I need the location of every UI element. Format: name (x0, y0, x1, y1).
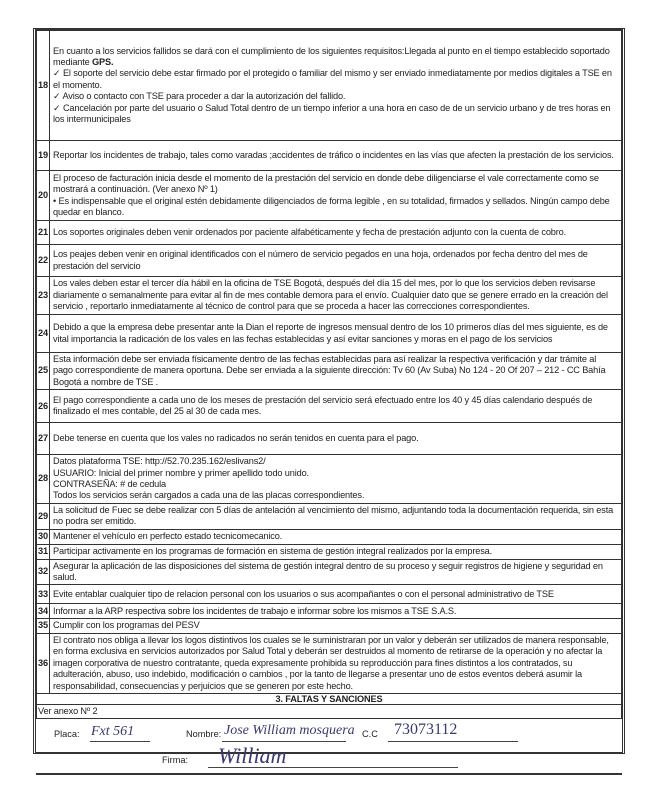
row-line (53, 589, 618, 600)
table-row (37, 390, 622, 423)
table-row (37, 171, 622, 221)
line-text: Evite entablar cualquier tipo de relacion personal con los usuarios o sus acompañantes o con el personal administrativo de TSE (53, 588, 554, 599)
line-text: ✓ Aviso o contacto con TSE para proceder a dar la autorización del fallido. (53, 91, 346, 102)
row-text (50, 423, 622, 455)
line-text: Los peajes deben venir en original identificados con el número de servicio pegados en una hoja, ordenados por fecha dentro del mes de prestación del servicio (53, 249, 588, 271)
row-number: 23 (37, 277, 50, 315)
row-number: 24 (37, 315, 50, 353)
row-line (53, 620, 618, 631)
row-number: 31 (37, 544, 50, 559)
line-text: Informar a la ARP respectiva sobre los incidentes de trabajo e informar sobre los mismos a TSE S.A.S. (53, 605, 457, 616)
table-row (37, 633, 622, 693)
row-number: 21 (37, 221, 50, 245)
placa-value: Fxt 561 (91, 724, 135, 740)
table-row (37, 141, 622, 171)
table-row (37, 277, 622, 315)
table-row (37, 503, 622, 529)
row-line (53, 68, 618, 91)
row-text (50, 353, 622, 390)
row-number: 22 (37, 245, 50, 277)
table-row (37, 245, 622, 277)
row-text (50, 390, 622, 423)
row-line (53, 531, 618, 542)
table-row (37, 585, 622, 604)
line-text: La solicitud de Fuec se debe realizar con 5 días de antelación al vencimiento del mismo, adjuntando toda la documentación requerida, sin esta no podra ser emitido. (53, 504, 614, 527)
row-line (53, 561, 618, 584)
row-text (50, 619, 622, 633)
table-row (37, 604, 622, 619)
line-text: Mantener el vehículo en perfecto estado tecnicomecanico. (53, 530, 283, 541)
row-line (53, 546, 618, 557)
row-text (50, 544, 622, 559)
row-text (50, 245, 622, 277)
table-row (37, 221, 622, 245)
row-number: 30 (37, 529, 50, 544)
row-line (53, 479, 618, 490)
line-text: ✓ El soporte del servicio debe estar firmado por el protegido o familiar del mismo y ser enviado inmediatamente por medios digitales a TSE en el momento. (53, 68, 612, 90)
row-number: 29 (37, 503, 50, 529)
row-text (50, 559, 622, 585)
row-line (53, 196, 618, 219)
row-number: 35 (37, 619, 50, 633)
row-line (53, 490, 618, 501)
row-text (50, 315, 622, 353)
row-text (50, 455, 622, 504)
row-line (53, 173, 618, 196)
nombre-underline (222, 741, 346, 742)
line-text: USUARIO: Inicial del primer nombre y primer apellido todo unido. (53, 467, 309, 478)
line-text: Reportar los incidentes de trabajo, tales como varadas ;accidentes de tráfico o incidentes en las vías que afecten la prestación de los servicios. (53, 149, 614, 160)
row-number: 18 (37, 31, 50, 141)
obligations-table (36, 30, 622, 719)
row-number: 34 (37, 604, 50, 619)
firma-signature: William (218, 743, 287, 769)
row-line (53, 249, 618, 272)
line-text: Datos plataforma TSE: http://52.70.235.162/eslivans2/ (53, 456, 266, 467)
signature-block (36, 719, 622, 775)
firma-underline (208, 767, 458, 768)
row-line (53, 456, 618, 467)
line-text: Debido a que la empresa debe presentar ante la Dian el reporte de ingresos mensual dentro de los 10 primeros días del mes siguiente, es de vital importancia la radicación de los vales en las fechas establecidas y así evitar sanciones y moras en el pago de los servicios (53, 322, 608, 344)
row-line (53, 150, 618, 161)
cc-value: 73073112 (394, 721, 458, 739)
row-number: 26 (37, 390, 50, 423)
line-text: Debe tenerse en cuenta que los vales no radicados no serán tenidos en cuenta para el pago. (53, 433, 419, 444)
document-form (33, 28, 625, 769)
row-text (50, 585, 622, 604)
row-line (53, 606, 618, 617)
table-row (37, 353, 622, 390)
gps-emphasis: GPS. (92, 56, 114, 67)
table-row (37, 529, 622, 544)
line-text: El pago correspondiente a cada uno de los meses de prestación del servicio será efectuado entre los 40 y 45 días calendario después de finalizado el mes contable, del 25 al 30 de cada mes. (53, 394, 593, 417)
table-row (37, 455, 622, 504)
row-text (50, 503, 622, 529)
row-line (53, 227, 618, 238)
line-text: Los vales deben estar el tercer día hábil en la oficina de TSE Bogotá, después del día 15 del mes, por lo que los servicios deben revisarse diariamente o semanalmente para evitar al fin de mes contable demora para el envío. Cualquier dato que se genere errado en la creación del servicio , reportarlo inmediatamente al técnico de control para que se proceda a hacer las correcciones correspondientes. (53, 278, 608, 312)
row-number: 28 (37, 455, 50, 504)
line-text: Cumplir con los programas del PESV (53, 620, 200, 631)
row-number: 32 (37, 559, 50, 585)
row-text (50, 277, 622, 315)
firma-label: Firma: (162, 755, 189, 766)
table-row (37, 315, 622, 353)
line-text: En cuanto a los servicios fallidos se dará con el cumplimiento de los siguientes requisitos:Llegada al punto en el tiempo establecido soportado mediante (53, 45, 610, 67)
line-text: Participar activamente en los programas de formación en sistema de gestión integral realizados por la empresa. (53, 545, 493, 556)
row-text (50, 633, 622, 693)
row-line (53, 322, 618, 345)
row-line (53, 103, 618, 126)
row-text (50, 604, 622, 619)
line-text: Esta información debe ser enviada físicamente dentro de las fechas establecidas para así realizar la respectiva verificación y dar trámite al pago correspondiente de manera oportuna. Debe ser enviada a la siguiente dirección: Tv 60 (Av Suba) No 124 - 20 Of 207 – 212 - CC Bahía Bogotá a nombre de TSE . (53, 354, 606, 387)
section-note: Ver anexo Nº 2 (37, 704, 622, 718)
row-text (50, 529, 622, 544)
cc-label: C.C (362, 729, 378, 740)
line-text: Asegurar la aplicación de las disposiciones del sistema de gestión integral dentro de su proceso y seguir registros de higiene y seguridad en salud. (53, 560, 603, 583)
row-number: 33 (37, 585, 50, 604)
line-text: Los soportes originales deben venir ordenados por paciente alfabéticamente y fecha de prestación adjunto con la cuenta de cobro. (53, 226, 567, 237)
row-text (50, 141, 622, 171)
row-number: 36 (37, 633, 50, 693)
row-text (50, 221, 622, 245)
row-line (53, 505, 618, 528)
line-text: Todos los servicios serán cargados a cada una de las placas correspondientes. (53, 490, 365, 501)
line-text: • Es indispensable que el original estén debidamente diligenciados de forma legible , en su totalidad, firmados y sellados. Ningún campo debe quedar en blanco. (53, 195, 610, 217)
cc-underline (388, 741, 518, 742)
row-line (53, 91, 618, 102)
row-line (53, 433, 618, 444)
table-row (37, 619, 622, 633)
line-text: El contrato nos obliga a llevar los logos distintivos los cuales se le suministraran por un valor y deberán ser utilizados de manera responsable, en forma exclusiva en servicios autorizados por Salud Total y deberán ser destruidos al momento de retirarse de la operación y no afectar la imagen corporativa de nuestro contratante, queda expresamente prohibida su reproducción para fines distintos a los contratados, su adulteración, abuso, uso indebido, modificación o cambios , por la tanto de llegarse a presentar uno de estos eventos deberá asumir la responsabilidad, consecuencias y perjuicios que se generen por este hecho. (53, 634, 609, 691)
table-row (37, 559, 622, 585)
row-line (53, 46, 618, 69)
row-number: 27 (37, 423, 50, 455)
row-text (50, 31, 622, 141)
row-text (50, 171, 622, 221)
placa-underline (90, 741, 150, 742)
row-line (53, 354, 618, 388)
row-number: 19 (37, 141, 50, 171)
line-text: CONTRASEÑA: # de cedula (53, 479, 166, 490)
row-line (53, 468, 618, 479)
placa-label: Placa: (54, 729, 80, 740)
table-row (37, 423, 622, 455)
row-line (53, 395, 618, 418)
line-text: El proceso de facturación inicia desde el momento de la prestación del servicio en donde debe diligenciarse el vale correctamente como se mostrará a continuación. (Ver anexo Nº 1) (53, 172, 599, 195)
nombre-value: Jose William mosquera (224, 723, 355, 739)
table-row (37, 544, 622, 559)
row-line (53, 278, 618, 312)
table-row (37, 31, 622, 141)
row-number: 20 (37, 171, 50, 221)
nombre-label: Nombre: (186, 729, 222, 740)
row-line (53, 635, 618, 692)
section-title: 3. FALTAS Y SANCIONES (37, 693, 622, 704)
row-number: 25 (37, 353, 50, 390)
line-text: ✓ Cancelación por parte del usuario o Salud Total dentro de un tiempo inferior a una hora en caso de de un servicio urbano y de tres horas en los intermunicipales (53, 102, 611, 125)
